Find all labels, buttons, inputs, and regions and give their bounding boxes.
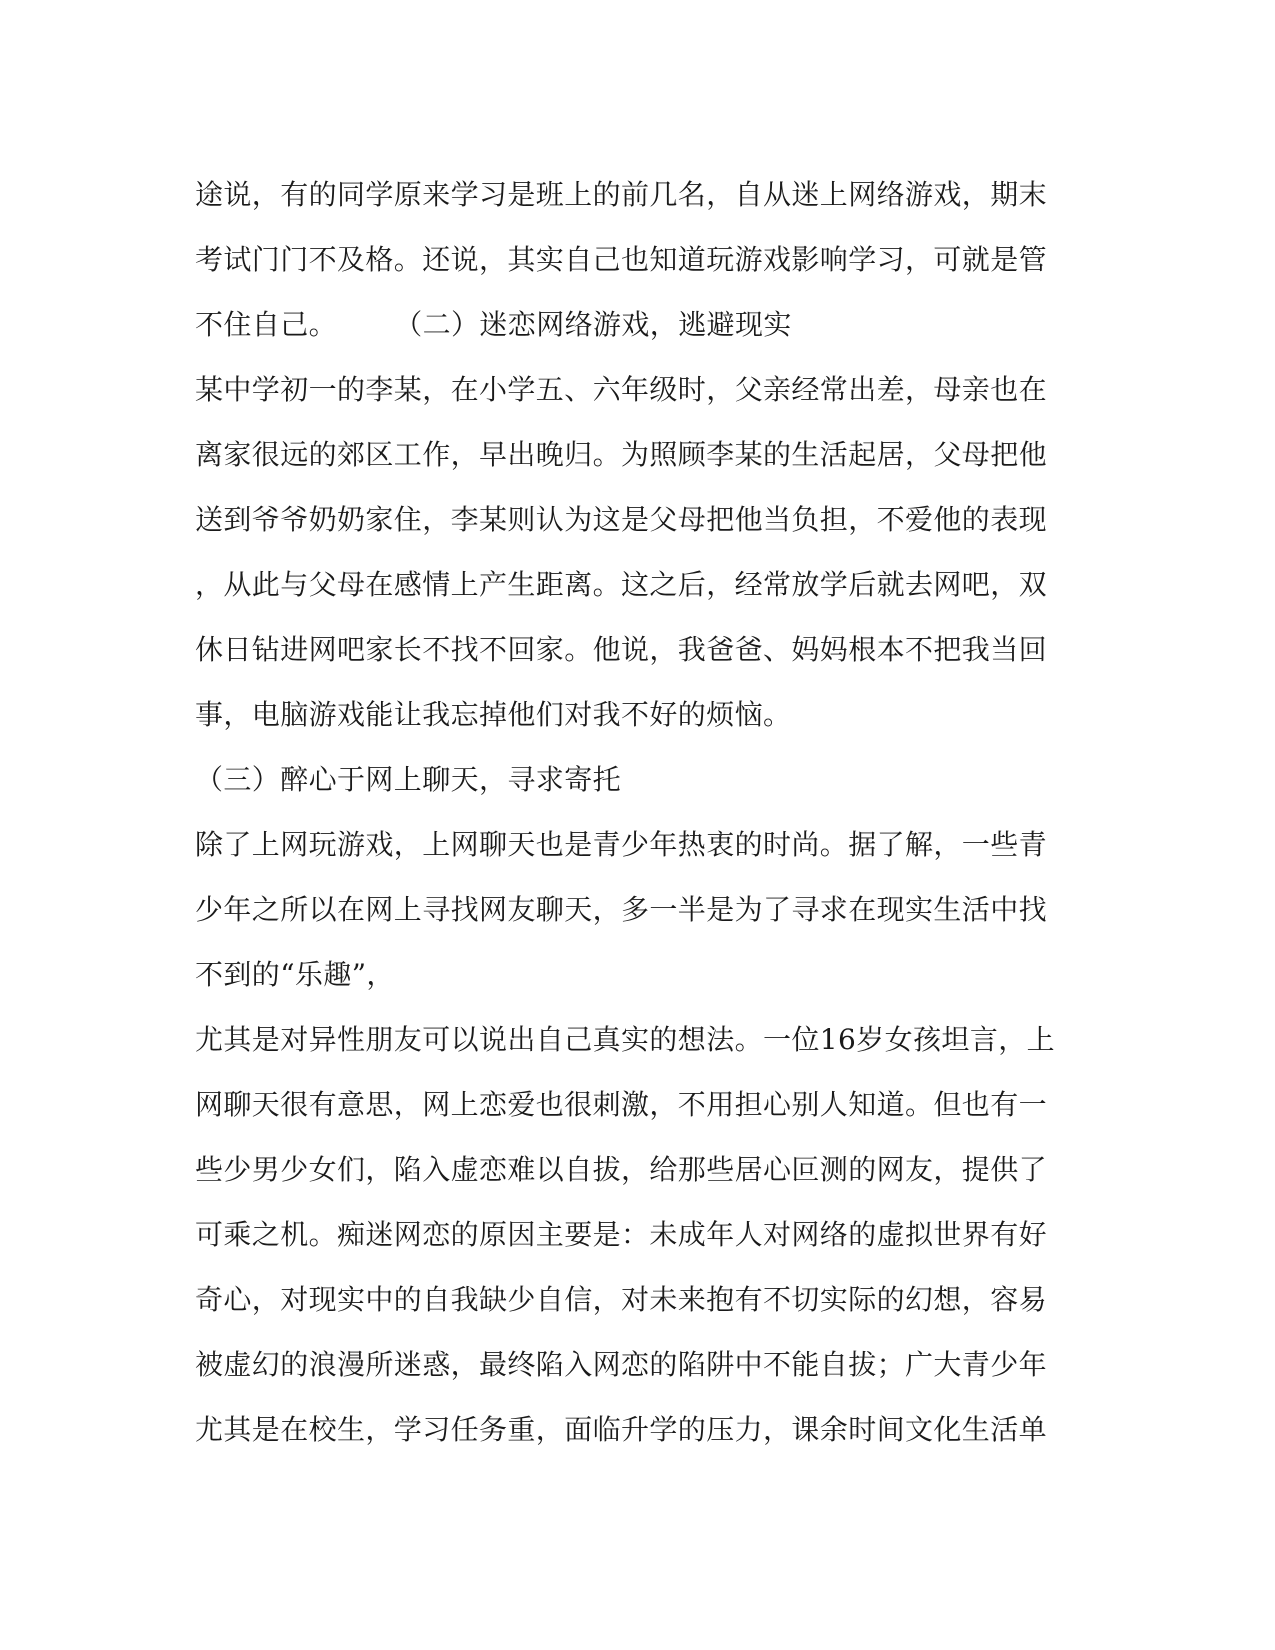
text-line: 尤其是对异性朋友可以说出自己真实的想法。一位16岁女孩坦言，上	[195, 1023, 1056, 1056]
text-line: ，从此与父母在感情上产生距离。这之后，经常放学后就去网吧，双	[195, 568, 1048, 601]
text-line: 被虚幻的浪漫所迷惑，最终陷入网恋的陷阱中不能自拔；广大青少年	[195, 1348, 1048, 1381]
text-line: 除了上网玩游戏，上网聊天也是青少年热衷的时尚。据了解，一些青	[195, 828, 1048, 861]
section-heading: （三）醉心于网上聊天，寻求寄托	[195, 763, 622, 796]
text-line: 网聊天很有意思，网上恋爱也很刺激，不用担心别人知道。但也有一	[195, 1088, 1048, 1121]
text-line: 某中学初一的李某，在小学五、六年级时，父亲经常出差，母亲也在	[195, 373, 1048, 406]
text-line: 少年之所以在网上寻找网友聊天，多一半是为了寻求在现实生活中找	[195, 893, 1048, 926]
text-line: 不住自己。 （二）迷恋网络游戏，逃避现实	[195, 308, 792, 341]
text-line: 可乘之机。痴迷网恋的原因主要是：未成年人对网络的虚拟世界有好	[195, 1218, 1048, 1251]
body-text	[195, 162, 1095, 1462]
text-line: 奇心，对现实中的自我缺少自信，对未来抱有不切实际的幻想，容易	[195, 1283, 1048, 1316]
text-line: 途说，有的同学原来学习是班上的前几名，自从迷上网络游戏，期末	[195, 178, 1048, 211]
text-line: 送到爷爷奶奶家住，李某则认为这是父母把他当负担，不爱他的表现	[195, 503, 1048, 536]
text-line: 事，电脑游戏能让我忘掉他们对我不好的烦恼。	[195, 698, 792, 731]
text-line: 考试门门不及格。还说，其实自己也知道玩游戏影响学习，可就是管	[195, 243, 1048, 276]
text-line: 休日钻进网吧家长不找不回家。他说，我爸爸、妈妈根本不把我当回	[195, 633, 1048, 666]
text-line: 尤其是在校生，学习任务重，面临升学的压力，课余时间文化生活单	[195, 1413, 1048, 1446]
text-line: 些少男少女们，陷入虚恋难以自拔，给那些居心叵测的网友，提供了	[195, 1153, 1048, 1186]
text-line: 离家很远的郊区工作，早出晚归。为照顾李某的生活起居，父母把他	[195, 438, 1048, 471]
text-line: 不到的“乐趣”，	[195, 958, 395, 991]
